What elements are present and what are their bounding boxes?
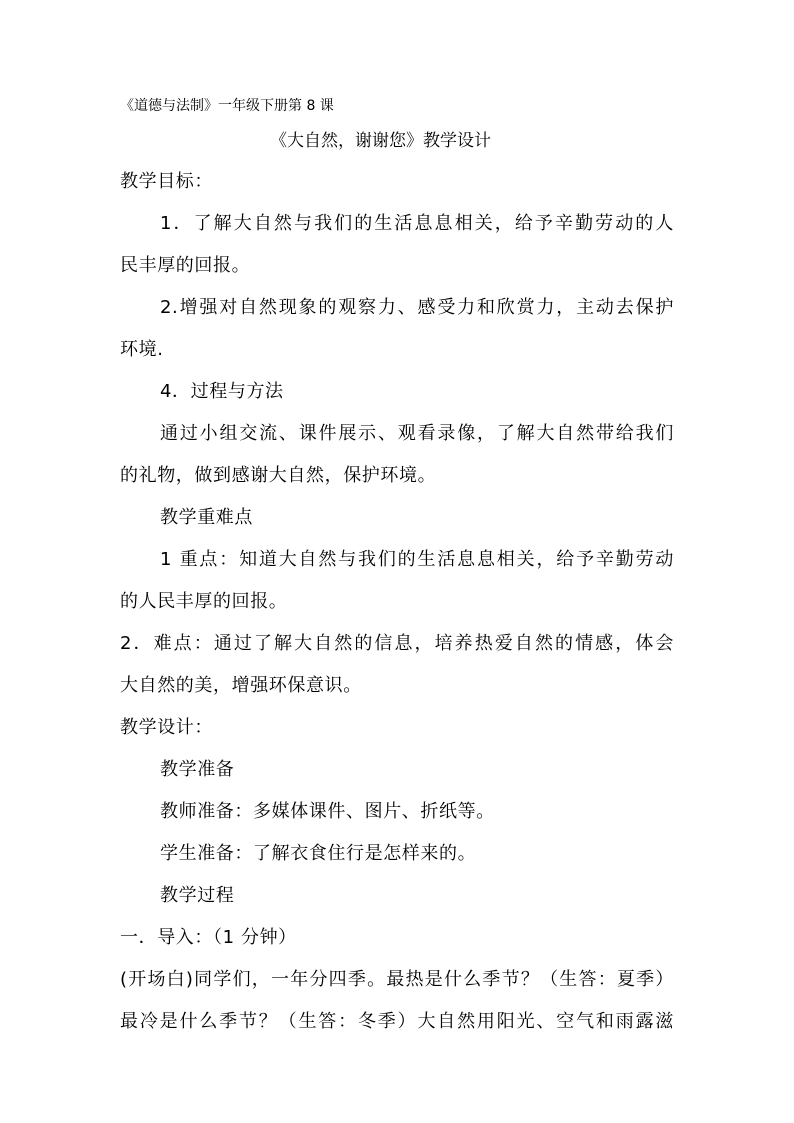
method-line-2: 的礼物，做到感谢大自然，保护环境。: [120, 465, 437, 486]
section-heading-goals: 教学目标：: [120, 171, 213, 192]
section-heading-design: 教学设计：: [120, 717, 213, 738]
student-prep: 学生准备：了解衣食住行是怎样来的。: [160, 843, 477, 864]
intro-heading: 一．导入：（1 分钟）: [120, 927, 297, 948]
method-line-1: 通过小组交流、课件展示、观看录像，了解大自然带给我们: [160, 423, 674, 444]
difficulty-line-1: 2．难点：通过了解大自然的信息，培养热爱自然的情感，体会: [120, 633, 674, 654]
goal-4-heading: 4．过程与方法: [160, 381, 284, 402]
lesson-title: 《大自然，谢谢您》教学设计: [270, 131, 491, 151]
goal-2-line-2: 环境.: [120, 339, 164, 360]
prep-heading: 教学准备: [160, 759, 235, 780]
teacher-prep: 教师准备：多媒体课件、图片、折纸等。: [160, 801, 495, 822]
process-heading: 教学过程: [160, 885, 235, 906]
goal-2-line-1: 2.增强对自然现象的观察力、感受力和欣赏力，主动去保护: [160, 297, 674, 318]
intro-line-2: 最冷是什么季节？（生答：冬季）大自然用阳光、空气和雨露滋: [120, 1011, 674, 1032]
goal-1-line-1: 1．了解大自然与我们的生活息息相关，给予辛勤劳动的人: [160, 213, 674, 234]
key-point-line-2: 的人民丰厚的回报。: [120, 591, 288, 612]
goal-1-line-2: 民丰厚的回报。: [120, 255, 251, 276]
key-point-line-1: 1 重点：知道大自然与我们的生活息息相关，给予辛勤劳动: [160, 549, 674, 570]
course-header: 《道德与法制》一年级下册第 8 课: [120, 98, 334, 114]
key-points-heading: 教学重难点: [160, 507, 253, 528]
intro-line-1: (开场白)同学们，一年分四季。最热是什么季节？（生答：夏季）: [120, 969, 674, 990]
difficulty-line-2: 大自然的美，增强环保意识。: [120, 675, 362, 696]
